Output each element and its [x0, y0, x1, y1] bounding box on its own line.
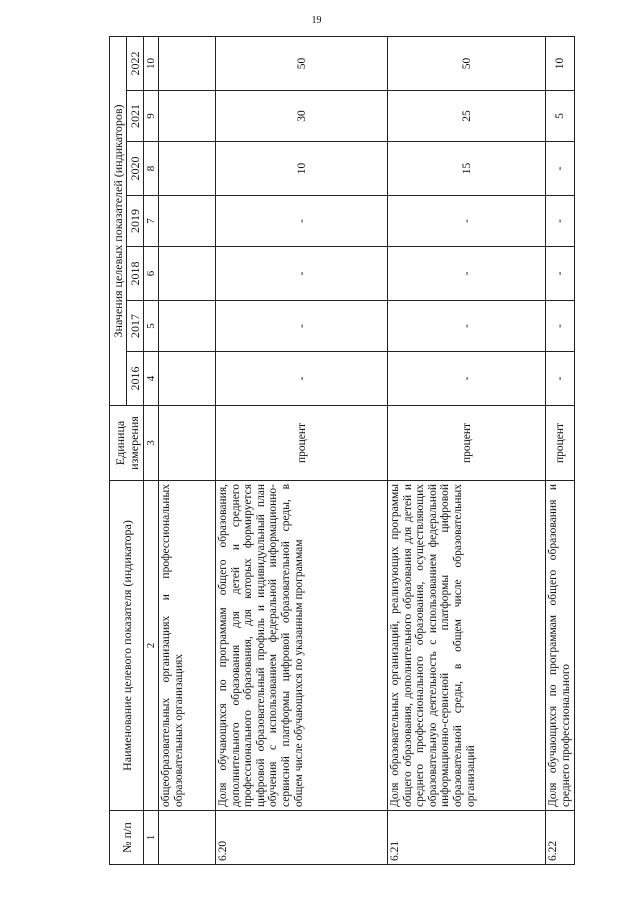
row-number: 6.22 [546, 811, 575, 865]
value-cell: 5 [546, 91, 575, 142]
value-cell: - [216, 247, 388, 301]
header-unit: Единица измерения [110, 406, 144, 481]
table-row [216, 36, 388, 864]
indicator-name: общеобразовательных организациях и профессиональных образовательных организациях [159, 481, 216, 811]
unit-cell [159, 406, 216, 481]
indicator-name: Доля обучающихся по программам общего образования и среднего профессионального [546, 481, 575, 811]
value-cell [159, 301, 216, 352]
row-number [159, 811, 216, 865]
header-no: № п/п [110, 811, 144, 865]
value-cell: - [546, 142, 575, 196]
value-cell: - [388, 352, 546, 406]
value-cell: - [388, 196, 546, 247]
indicator-name: Доля обучающихся по программам общего образования, дополнительного образования для детей и среднего профессионального образования, для которых формируется цифровой образовательный профиль и индивидуальный план обучения с использованием федеральной информационно-сервисной платформы цифровой образовательной среды, в общем числе обучающихся по указанным программам [216, 481, 388, 811]
col-number: 8 [144, 142, 159, 196]
column-number-row [144, 36, 159, 864]
value-cell [159, 196, 216, 247]
col-number: 5 [144, 301, 159, 352]
value-cell: 10 [216, 142, 388, 196]
value-cell: 10 [546, 36, 575, 90]
value-cell: - [546, 247, 575, 301]
col-number: 9 [144, 91, 159, 142]
value-cell [159, 247, 216, 301]
value-cell [159, 36, 216, 90]
indicator-table [109, 36, 575, 865]
unit-cell: процент [216, 406, 388, 481]
indicator-name: Доля образовательных организаций, реализующих программы общего образования, дополнительного образования для детей и среднего профессионального образования, осуществляющих образовательную деятельность с использованием федеральной информационно-сервисной платформы цифровой образовательной среды, в общем числе образовательных организаций [388, 481, 546, 811]
col-number: 6 [144, 247, 159, 301]
value-cell: 25 [388, 91, 546, 142]
col-number: 2 [144, 481, 159, 811]
value-cell: - [216, 301, 388, 352]
year-2018: 2018 [127, 247, 144, 301]
col-number: 4 [144, 352, 159, 406]
value-cell: 50 [216, 36, 388, 90]
col-number: 7 [144, 196, 159, 247]
year-2020: 2020 [127, 142, 144, 196]
col-number: 3 [144, 406, 159, 481]
row-number: 6.20 [216, 811, 388, 865]
value-cell: - [216, 352, 388, 406]
col-number: 1 [144, 811, 159, 865]
rotated-table-container [109, 37, 584, 865]
table-row [388, 36, 546, 864]
unit-cell: процент [546, 406, 575, 481]
header-name: Наименование целевого показателя (индикатора) [110, 481, 144, 811]
year-2019: 2019 [127, 196, 144, 247]
year-2022: 2022 [127, 36, 144, 90]
value-cell: - [546, 352, 575, 406]
year-2016: 2016 [127, 352, 144, 406]
value-cell: 15 [388, 142, 546, 196]
value-cell: 50 [388, 36, 546, 90]
value-cell: - [216, 196, 388, 247]
table-row [159, 36, 216, 864]
table-row [546, 36, 575, 864]
value-cell [159, 352, 216, 406]
value-cell: - [546, 196, 575, 247]
header-row [110, 36, 127, 864]
value-cell [159, 91, 216, 142]
value-cell: - [388, 301, 546, 352]
value-cell [159, 142, 216, 196]
value-cell: - [546, 301, 575, 352]
page-number: 19 [311, 15, 322, 26]
year-2017: 2017 [127, 301, 144, 352]
value-cell: 30 [216, 91, 388, 142]
col-number: 10 [144, 36, 159, 90]
value-cell: - [388, 247, 546, 301]
unit-cell: процент [388, 406, 546, 481]
row-number: 6.21 [388, 811, 546, 865]
year-2021: 2021 [127, 91, 144, 142]
header-values: Значения целевых показателей (индикаторов) [110, 36, 127, 405]
